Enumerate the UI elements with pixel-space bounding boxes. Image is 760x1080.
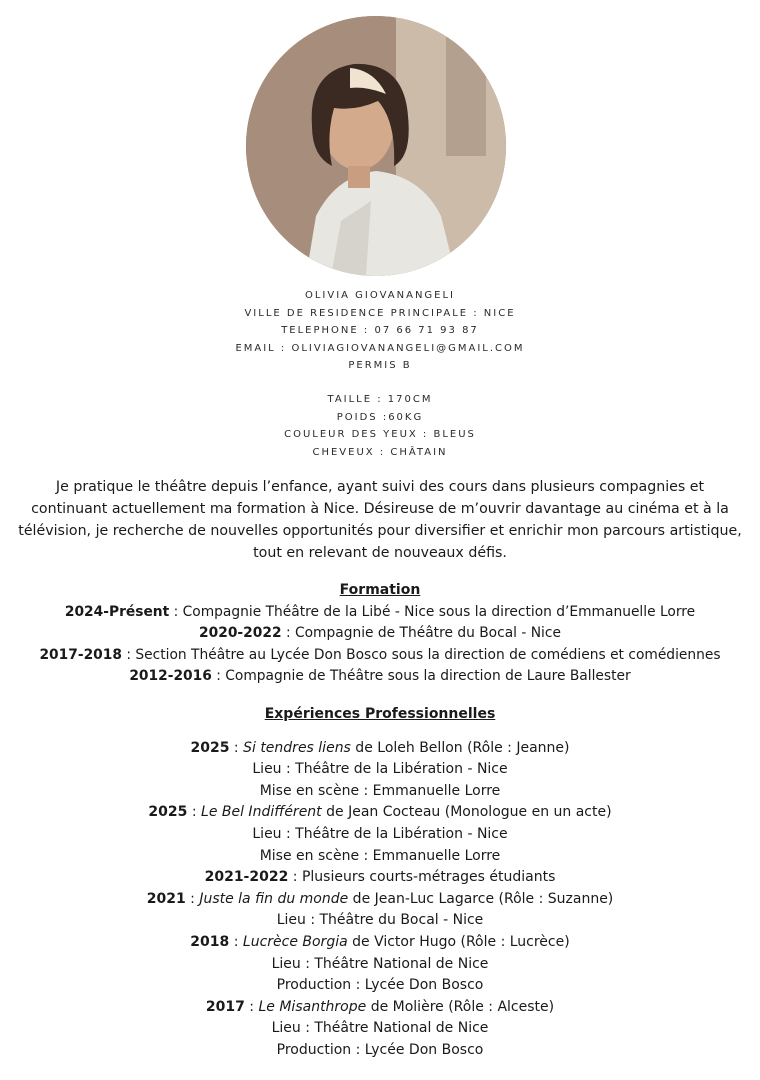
experience-item: 2018 : Lucrèce Borgia de Victor Hugo (Rôle : Lucrèce): [190, 933, 570, 950]
experience-detail: Lieu : Théâtre du Bocal - Nice: [276, 912, 484, 929]
experience-item: 2021 : Juste la fin du monde de Jean-Luc Lagarce (Rôle : Suzanne): [146, 890, 614, 907]
hair-color: CHEVEUX : CHÂTAIN: [312, 446, 448, 458]
email: EMAIL : OLIVIAGIOVANANGELI@GMAIL.COM: [235, 342, 525, 354]
experience-section: [0, 704, 760, 1062]
eye-color: COULEUR DES YEUX : BLEUS: [284, 429, 476, 440]
experience-item: 2017 : Le Misanthrope de Molière (Rôle : Alceste): [205, 998, 555, 1015]
experience-detail: Lieu : Théâtre National de Nice: [271, 1020, 489, 1037]
experience-title: Expériences Professionnelles: [264, 706, 496, 722]
experience-item: 2025 : Si tendres liens de Loleh Bellon (Rôle : Jeanne): [190, 739, 570, 756]
residence: VILLE DE RESIDENCE PRINCIPALE : NICE: [244, 307, 516, 319]
experience-item: 2021-2022 : Plusieurs courts-métrages étudiants: [204, 869, 556, 886]
experience-detail: Lieu : Théâtre de la Libération - Nice: [252, 825, 508, 842]
physical-block: [0, 391, 760, 461]
name: OLIVIA GIOVANANGELI: [304, 290, 456, 301]
height: TAILLE : 170CM: [327, 394, 433, 405]
formation-item: 2017-2018 : Section Théâtre au Lycée Don Bosco sous la direction de comédiens et comédiennes: [39, 646, 721, 663]
phone: TELEPHONE : 07 66 71 93 87: [281, 325, 479, 336]
profile-photo: [246, 16, 506, 276]
portrait-photo-icon: [246, 16, 506, 276]
formation-item: 2012-2016 : Compagnie de Théâtre sous la direction de Laure Ballester: [129, 668, 631, 685]
weight: POIDS :60KG: [336, 411, 424, 423]
experience-detail: Mise en scène : Emmanuelle Lorre: [259, 847, 501, 864]
formation-title: Formation: [339, 582, 421, 598]
experience-detail: Mise en scène : Emmanuelle Lorre: [259, 782, 501, 799]
experience-detail: Production : Lycée Don Bosco: [276, 1041, 484, 1058]
contact-block: [0, 287, 760, 375]
experience-detail: Lieu : Théâtre de la Libération - Nice: [252, 761, 508, 778]
license: PERMIS B: [348, 360, 412, 371]
formation-item: 2024-Présent : Compagnie Théâtre de la Libé - Nice sous la direction d’Emmanuelle Lorre: [64, 603, 696, 620]
formation-item: 2020-2022 : Compagnie de Théâtre du Bocal - Nice: [199, 625, 561, 642]
experience-item: 2025 : Le Bel Indifférent de Jean Cocteau (Monologue en un acte): [148, 804, 612, 821]
experience-detail: Production : Lycée Don Bosco: [276, 977, 484, 994]
bio-paragraph: Je pratique le théâtre depuis l’enfance, ayant suivi des cours dans plusieurs compagnies et continuant actuellement ma formation à Nice. Désireuse de m’ouvrir davantage au cinéma et à la télévision, je recherche de nouvelles opportunités pour diversifier et enrichir mon parcours artistique, tout en relevant de nouveaux défis.: [18, 479, 742, 561]
formation-section: [0, 580, 760, 688]
experience-detail: Lieu : Théâtre National de Nice: [271, 955, 489, 972]
